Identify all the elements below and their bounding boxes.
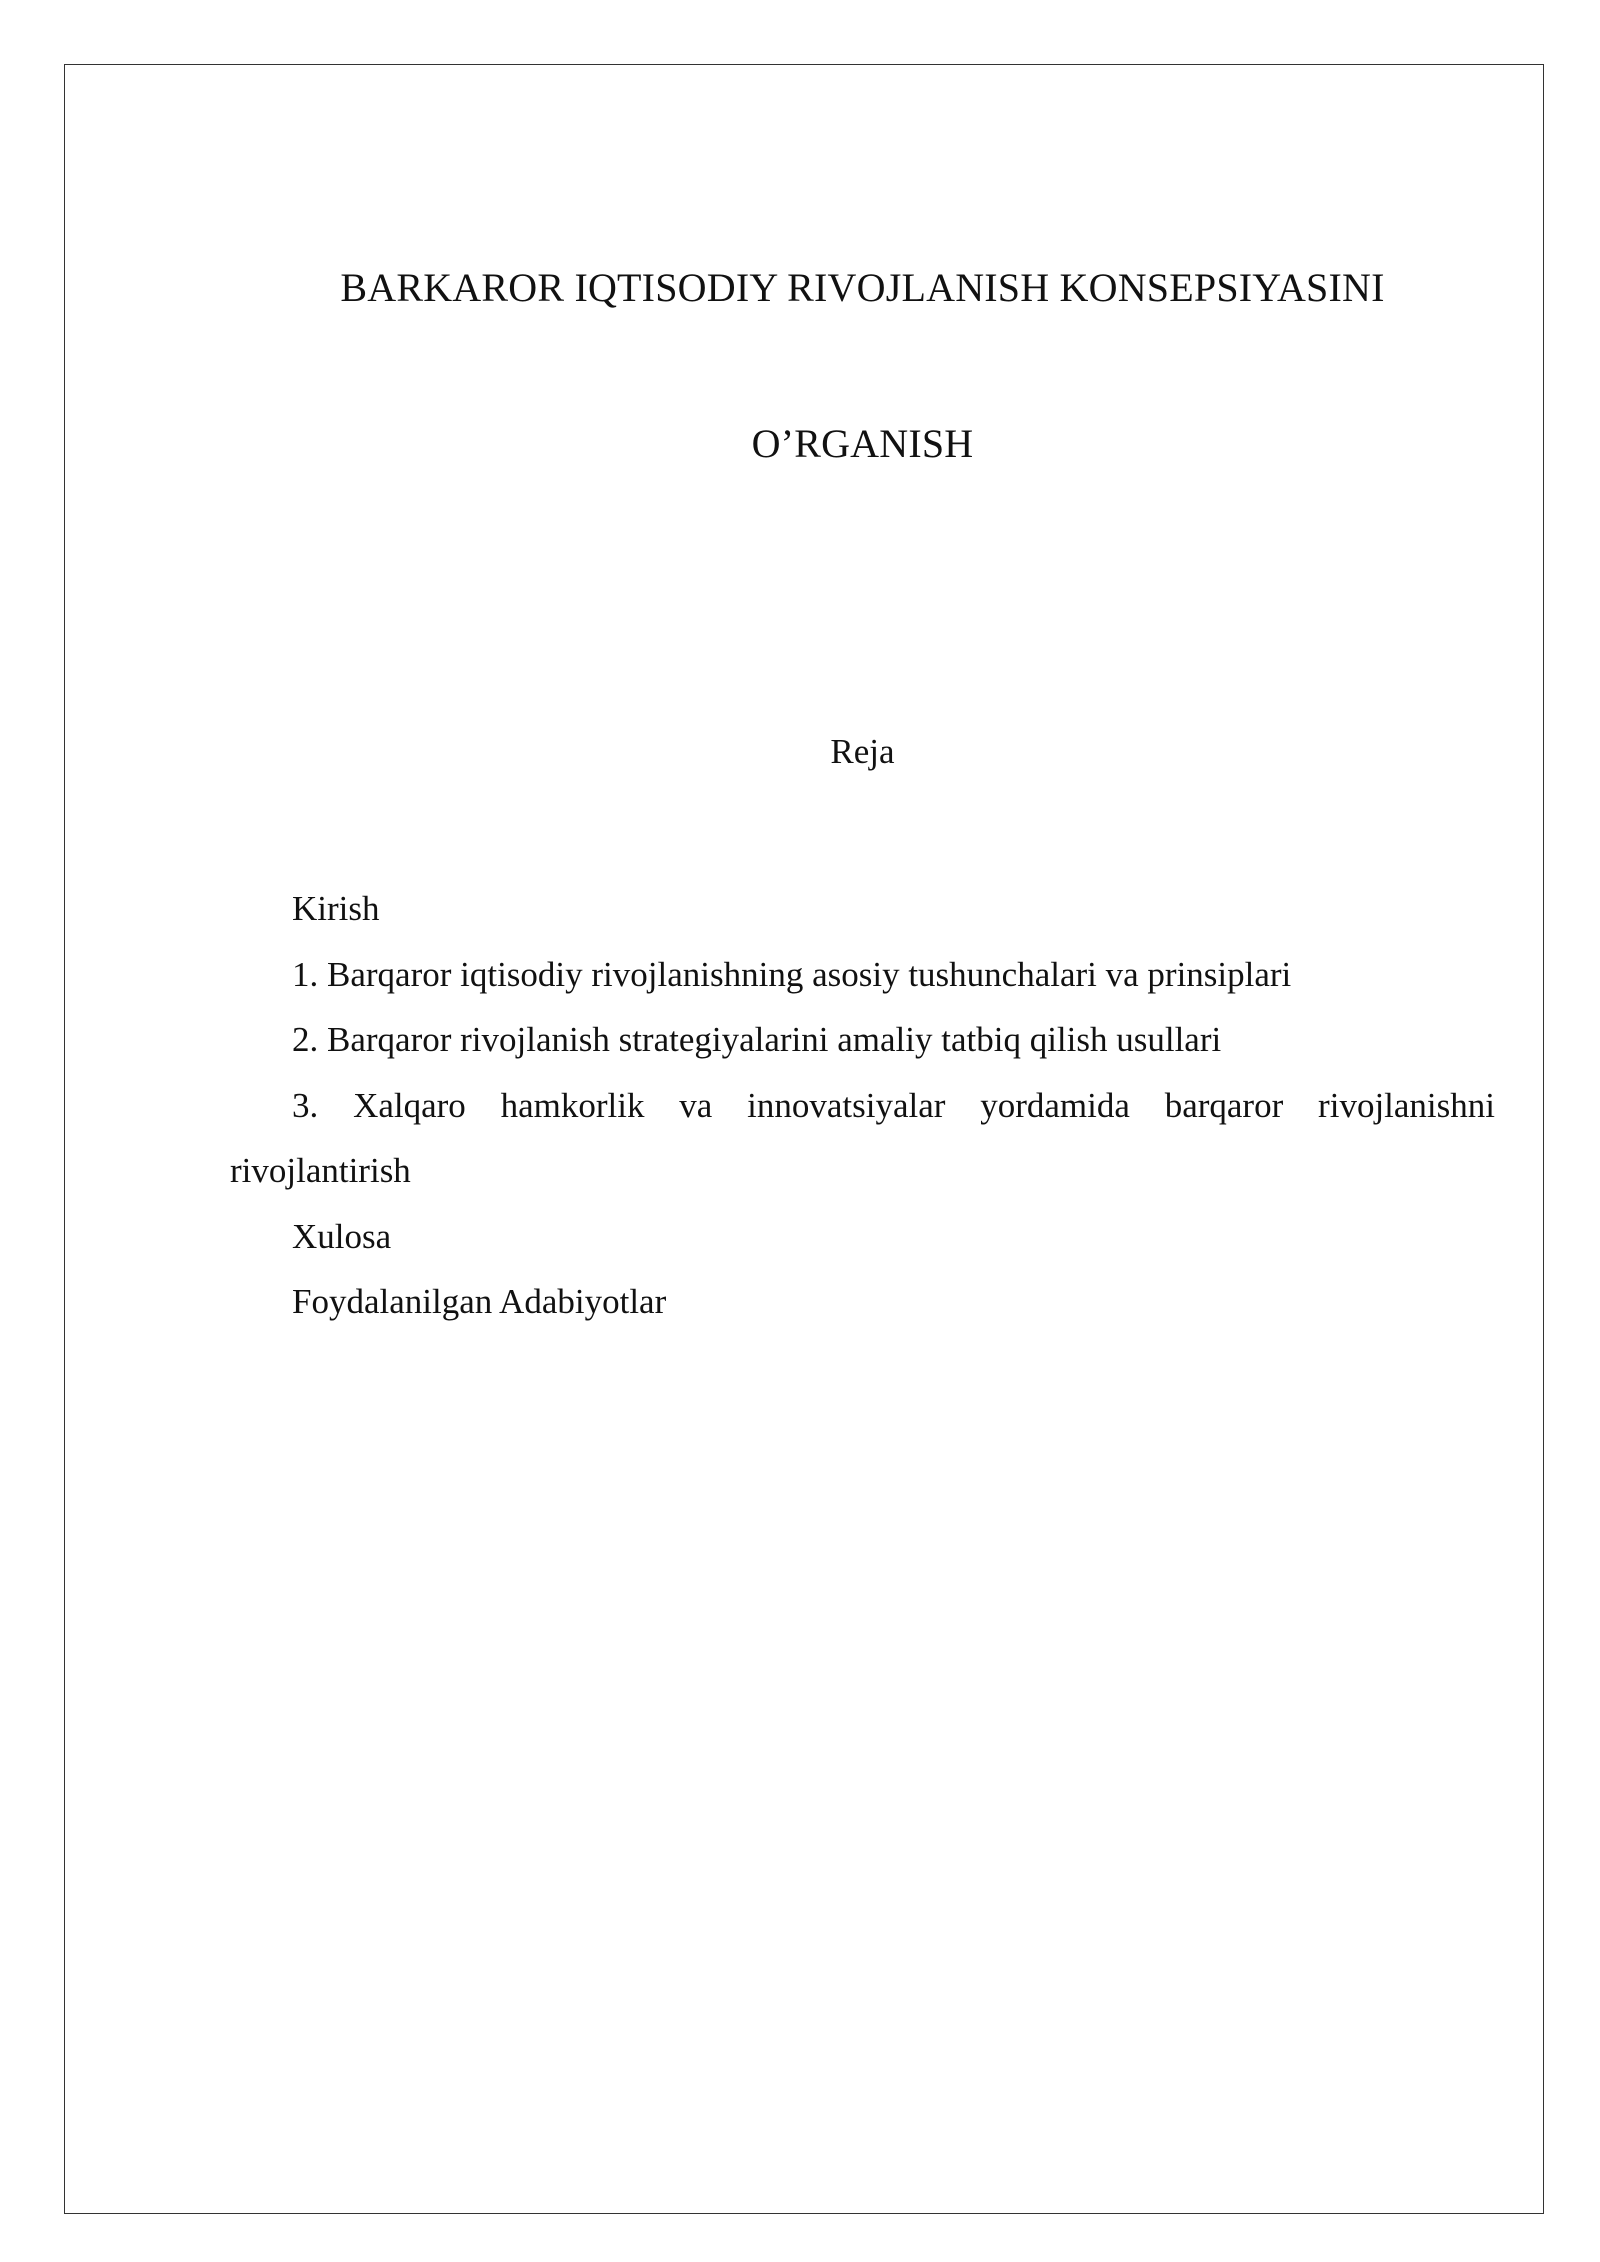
toc-item-references: Foydalanilgan Adabiyotlar (292, 1282, 667, 1321)
table-of-contents (230, 876, 1495, 1335)
toc-item-3: 3. Xalqaro hamkorlik va innovatsiyalar yordamida barqaror rivojlanishni rivojlantirish (230, 1085, 1495, 1190)
document-title-line-1: BARKAROR IQTISODIY RIVOJLANISH KONSEPSIYASINI (340, 265, 1385, 310)
toc-item-2: 2. Barqaror rivojlanish strategiyalarini amaliy tatbiq qilish usullari (292, 1020, 1222, 1059)
toc-item-1: 1. Barqaror iqtisodiy rivojlanishning asosiy tushunchalari va prinsiplari (292, 954, 1292, 994)
toc-item-introduction: Kirish (292, 889, 380, 928)
plan-heading: Reja (830, 732, 895, 771)
document-title-line-2: O’RGANISH (751, 421, 974, 466)
toc-item-conclusion: Xulosa (292, 1216, 392, 1256)
